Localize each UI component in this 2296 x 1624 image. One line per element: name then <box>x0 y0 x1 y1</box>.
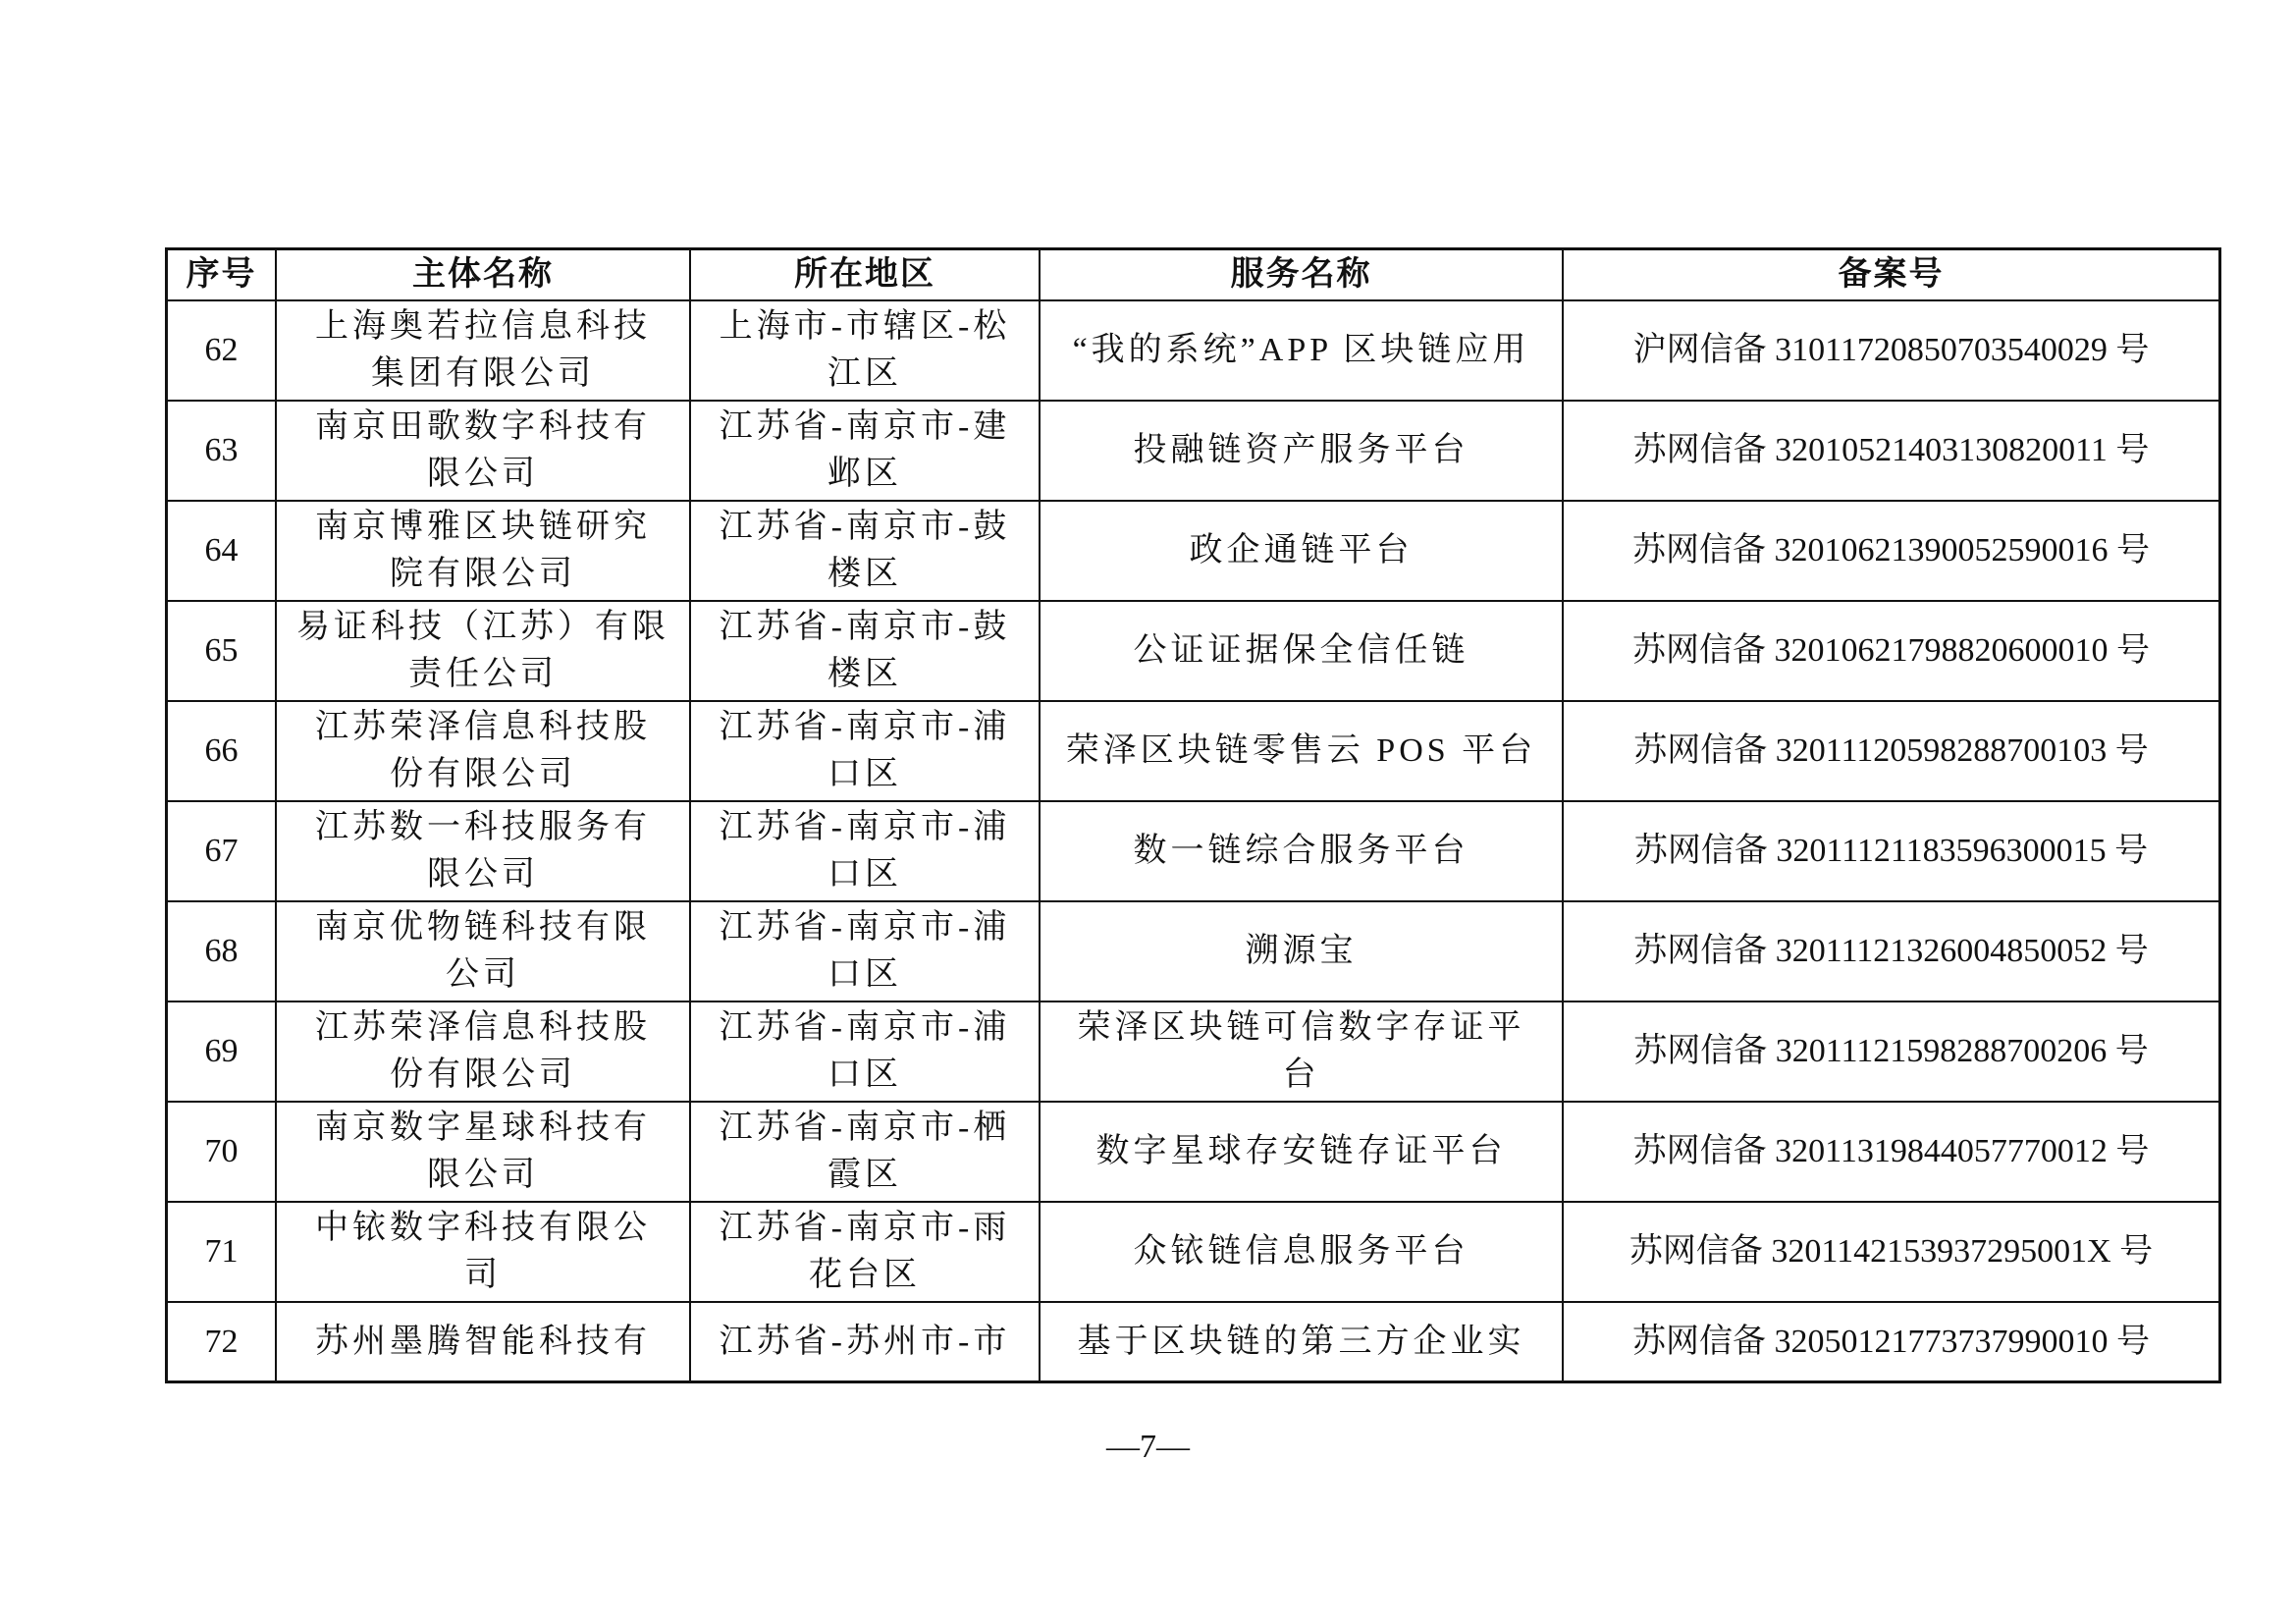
index-cell: 65 <box>167 601 277 701</box>
header-region: 所在地区 <box>690 249 1040 301</box>
table-row <box>167 901 2220 1001</box>
registry-table <box>165 247 2221 1383</box>
table-row <box>167 1302 2220 1382</box>
table-row <box>167 401 2220 501</box>
service-cell: 溯源宝 <box>1040 901 1563 1001</box>
index-cell: 62 <box>167 300 277 401</box>
entity-cell: 上海奥若拉信息科技 集团有限公司 <box>276 300 690 401</box>
table-row <box>167 300 2220 401</box>
table-row <box>167 1202 2220 1302</box>
service-cell: 众铱链信息服务平台 <box>1040 1202 1563 1302</box>
entity-cell: 苏州墨腾智能科技有 <box>276 1302 690 1382</box>
record-cell: 沪网信备 31011720850703540029 号 <box>1563 300 2220 401</box>
table-row <box>167 1102 2220 1202</box>
index-cell: 72 <box>167 1302 277 1382</box>
record-cell: 苏网信备 32011120598288700103 号 <box>1563 701 2220 801</box>
record-cell: 苏网信备 32010621798820600010 号 <box>1563 601 2220 701</box>
region-cell: 江苏省-南京市-鼓 楼区 <box>690 501 1040 601</box>
record-cell: 苏网信备 32050121773737990010 号 <box>1563 1302 2220 1382</box>
table-row <box>167 801 2220 901</box>
table-row <box>167 601 2220 701</box>
index-cell: 69 <box>167 1001 277 1102</box>
header-entity: 主体名称 <box>276 249 690 301</box>
entity-cell: 江苏数一科技服务有 限公司 <box>276 801 690 901</box>
record-cell: 苏网信备 32011121598288700206 号 <box>1563 1001 2220 1102</box>
record-cell: 苏网信备 32010521403130820011 号 <box>1563 401 2220 501</box>
region-cell: 江苏省-南京市-浦 口区 <box>690 1001 1040 1102</box>
record-cell: 苏网信备 32010621390052590016 号 <box>1563 501 2220 601</box>
service-cell: 荣泽区块链可信数字存证平 台 <box>1040 1001 1563 1102</box>
index-cell: 63 <box>167 401 277 501</box>
record-cell: 苏网信备 32011121326004850052 号 <box>1563 901 2220 1001</box>
table-row <box>167 701 2220 801</box>
entity-cell: 南京博雅区块链研究 院有限公司 <box>276 501 690 601</box>
entity-cell: 南京田歌数字科技有 限公司 <box>276 401 690 501</box>
index-cell: 70 <box>167 1102 277 1202</box>
service-cell: 政企通链平台 <box>1040 501 1563 601</box>
index-cell: 67 <box>167 801 277 901</box>
entity-cell: 江苏荣泽信息科技股 份有限公司 <box>276 701 690 801</box>
index-cell: 66 <box>167 701 277 801</box>
service-cell: “我的系统”APP 区块链应用 <box>1040 300 1563 401</box>
index-cell: 71 <box>167 1202 277 1302</box>
table-header-row <box>167 249 2220 301</box>
index-cell: 68 <box>167 901 277 1001</box>
record-cell: 苏网信备 3201142153937295001X 号 <box>1563 1202 2220 1302</box>
entity-cell: 中铱数字科技有限公 司 <box>276 1202 690 1302</box>
table-row <box>167 1001 2220 1102</box>
region-cell: 江苏省-南京市-栖 霞区 <box>690 1102 1040 1202</box>
region-cell: 江苏省-苏州市-市 <box>690 1302 1040 1382</box>
region-cell: 江苏省-南京市-鼓 楼区 <box>690 601 1040 701</box>
entity-cell: 江苏荣泽信息科技股 份有限公司 <box>276 1001 690 1102</box>
service-cell: 数字星球存安链存证平台 <box>1040 1102 1563 1202</box>
service-cell: 基于区块链的第三方企业实 <box>1040 1302 1563 1382</box>
record-cell: 苏网信备 32011121183596300015 号 <box>1563 801 2220 901</box>
region-cell: 江苏省-南京市-浦 口区 <box>690 901 1040 1001</box>
service-cell: 公证证据保全信任链 <box>1040 601 1563 701</box>
region-cell: 江苏省-南京市-浦 口区 <box>690 701 1040 801</box>
service-cell: 投融链资产服务平台 <box>1040 401 1563 501</box>
region-cell: 上海市-市辖区-松 江区 <box>690 300 1040 401</box>
table-row <box>167 501 2220 601</box>
entity-cell: 南京优物链科技有限 公司 <box>276 901 690 1001</box>
page-number: —7— <box>1106 1429 1190 1465</box>
header-index: 序号 <box>167 249 277 301</box>
service-cell: 数一链综合服务平台 <box>1040 801 1563 901</box>
index-cell: 64 <box>167 501 277 601</box>
region-cell: 江苏省-南京市-浦 口区 <box>690 801 1040 901</box>
header-service: 服务名称 <box>1040 249 1563 301</box>
record-cell: 苏网信备 32011319844057770012 号 <box>1563 1102 2220 1202</box>
entity-cell: 易证科技（江苏）有限 责任公司 <box>276 601 690 701</box>
entity-cell: 南京数字星球科技有 限公司 <box>276 1102 690 1202</box>
region-cell: 江苏省-南京市-雨 花台区 <box>690 1202 1040 1302</box>
header-record: 备案号 <box>1563 249 2220 301</box>
region-cell: 江苏省-南京市-建 邺区 <box>690 401 1040 501</box>
service-cell: 荣泽区块链零售云 POS 平台 <box>1040 701 1563 801</box>
